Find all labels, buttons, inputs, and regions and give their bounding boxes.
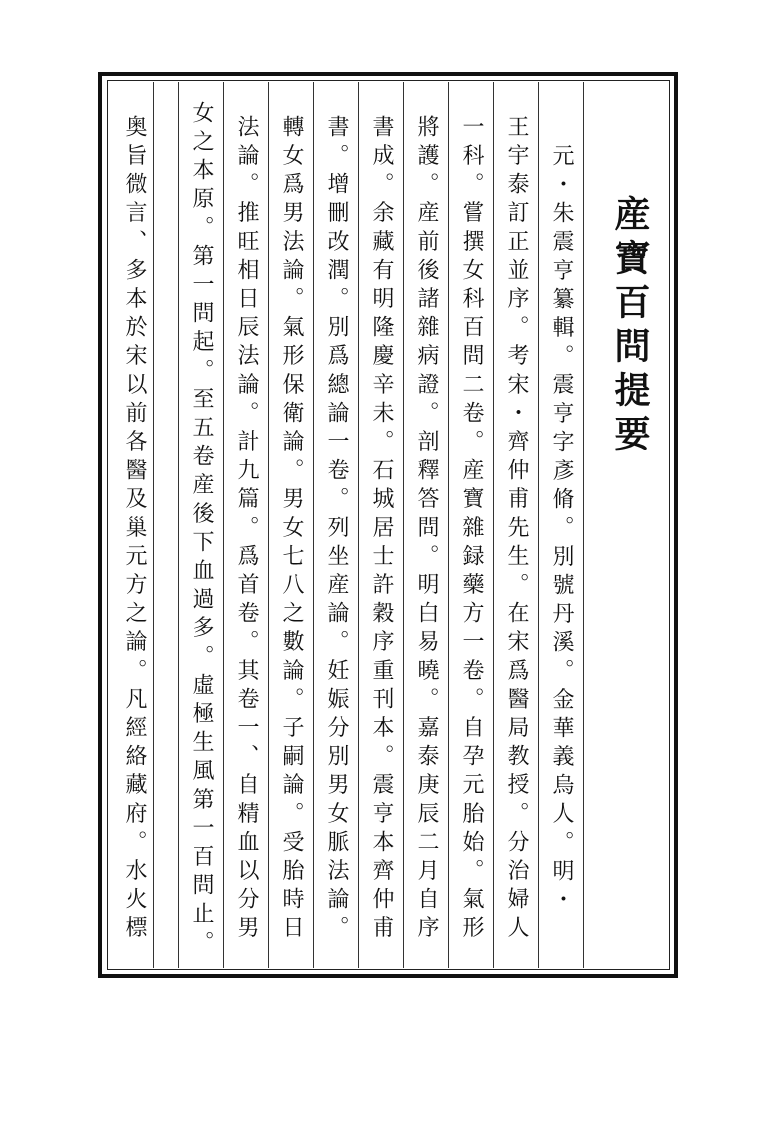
text-column-10: 奥旨微言、多本於宋以前各醫及巢元方之論。凡經絡藏府。水火標 [122, 115, 147, 945]
text-column-8: 法論。推旺相日辰法論。計九篇。爲首卷。其卷一、自精血以分男 [234, 115, 259, 945]
column-rule [583, 82, 584, 968]
text-column-3: 一科。嘗撰女科百問二卷。産寶雜録藥方一卷。自孕元胎始。氣形 [459, 115, 484, 945]
text-column-1: 元・朱震亨纂輯。震亨字彥脩。別號丹溪。金華義烏人。明・ [549, 143, 574, 917]
text-column-4: 將護。産前後諸雜病證。剖釋答問。明白易曉。嘉泰庚辰二月自序 [414, 115, 439, 945]
text-column-7: 轉女爲男法論。氣形保衛論。男女七八之數論。子嗣論。受胎時日 [279, 115, 304, 945]
text-column-5: 書成。余藏有明隆慶辛未。石城居士許穀序重刊本。震亨本齊仲甫 [369, 115, 394, 945]
text-column-6: 書。增刪改潤。別爲總論一卷。列坐産論。妊娠分別男女脈法論。 [324, 115, 349, 945]
text-column-9: 女之本原。第一問起。至五卷産後下血過多。虛極生風第一百問止。 [189, 101, 214, 959]
page-title: 産寶百問提要 [609, 195, 651, 459]
text-column-2: 王宇泰訂正並序。考宋・齊仲甫先生。在宋爲醫局教授。分治婦人 [504, 115, 529, 945]
